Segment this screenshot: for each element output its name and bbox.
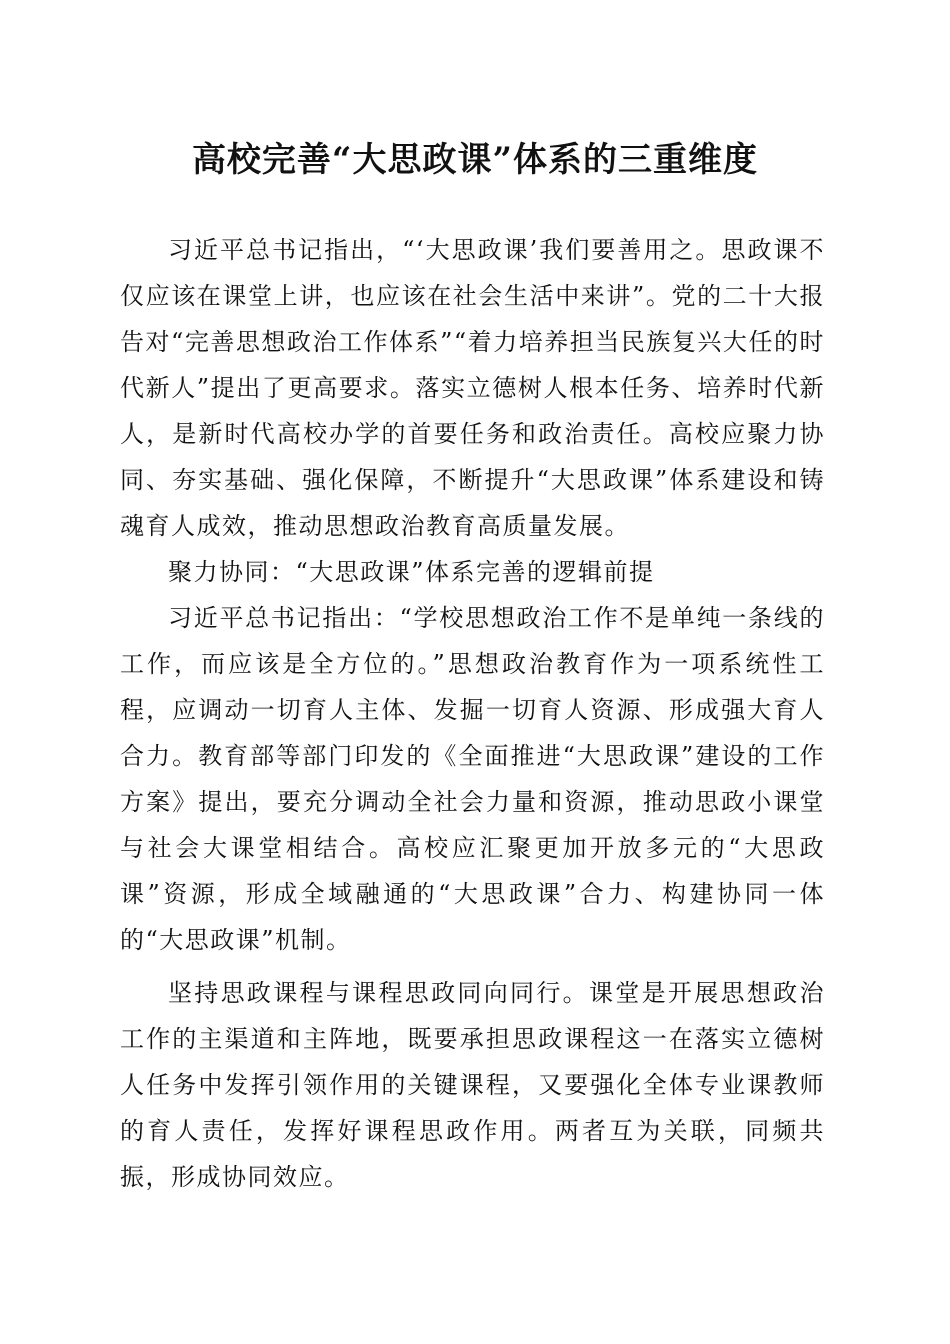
document-body <box>120 227 825 1200</box>
subsection-paragraph: 坚持思政课程与课程思政同向同行。课堂是开展思想政治工作的主渠道和主阵地，既要承担思政课程这一在落实立德树人任务中发挥引领作用的关键课程，又要强化全体专业课教师的育人责任，发挥好课程思政作用。两者互为关联，同频共振，形成协同效应。 <box>120 979 825 1191</box>
intro-paragraph: 习近平总书记指出，“‘大思政课’我们要善用之。思政课不仅应该在课堂上讲，也应该在社会生活中来讲”。党的二十大报告对“完善思想政治工作体系”“着力培养担当民族复兴大任的时代新人”提出了更高要求。落实立德树人根本任务、培养时代新人，是新时代高校办学的首要任务和政治责任。高校应聚力协同、夯实基础、强化保障，不断提升“大思政课”体系建设和铸魂育人成效，推动思想政治教育高质量发展。 <box>120 236 825 540</box>
section-paragraph: 习近平总书记指出：“学校思想政治工作不是单纯一条线的工作，而应该是全方位的。”思想政治教育作为一项系统性工程，应调动一切育人主体、发掘一切育人资源、形成强大育人合力。教育部等部门印发的《全面推进“大思政课”建设的工作方案》提出，要充分调动全社会力量和资源，推动思政小课堂与社会大课堂相结合。高校应汇聚更加开放多元的“大思政课”资源，形成全域融通的“大思政课”合力、构建协同一体的“大思政课”机制。 <box>120 604 825 954</box>
document-title: 高校完善“大思政课”体系的三重维度 <box>191 140 759 180</box>
section-heading: 聚力协同：“大思政课”体系完善的逻辑前提 <box>168 558 655 586</box>
